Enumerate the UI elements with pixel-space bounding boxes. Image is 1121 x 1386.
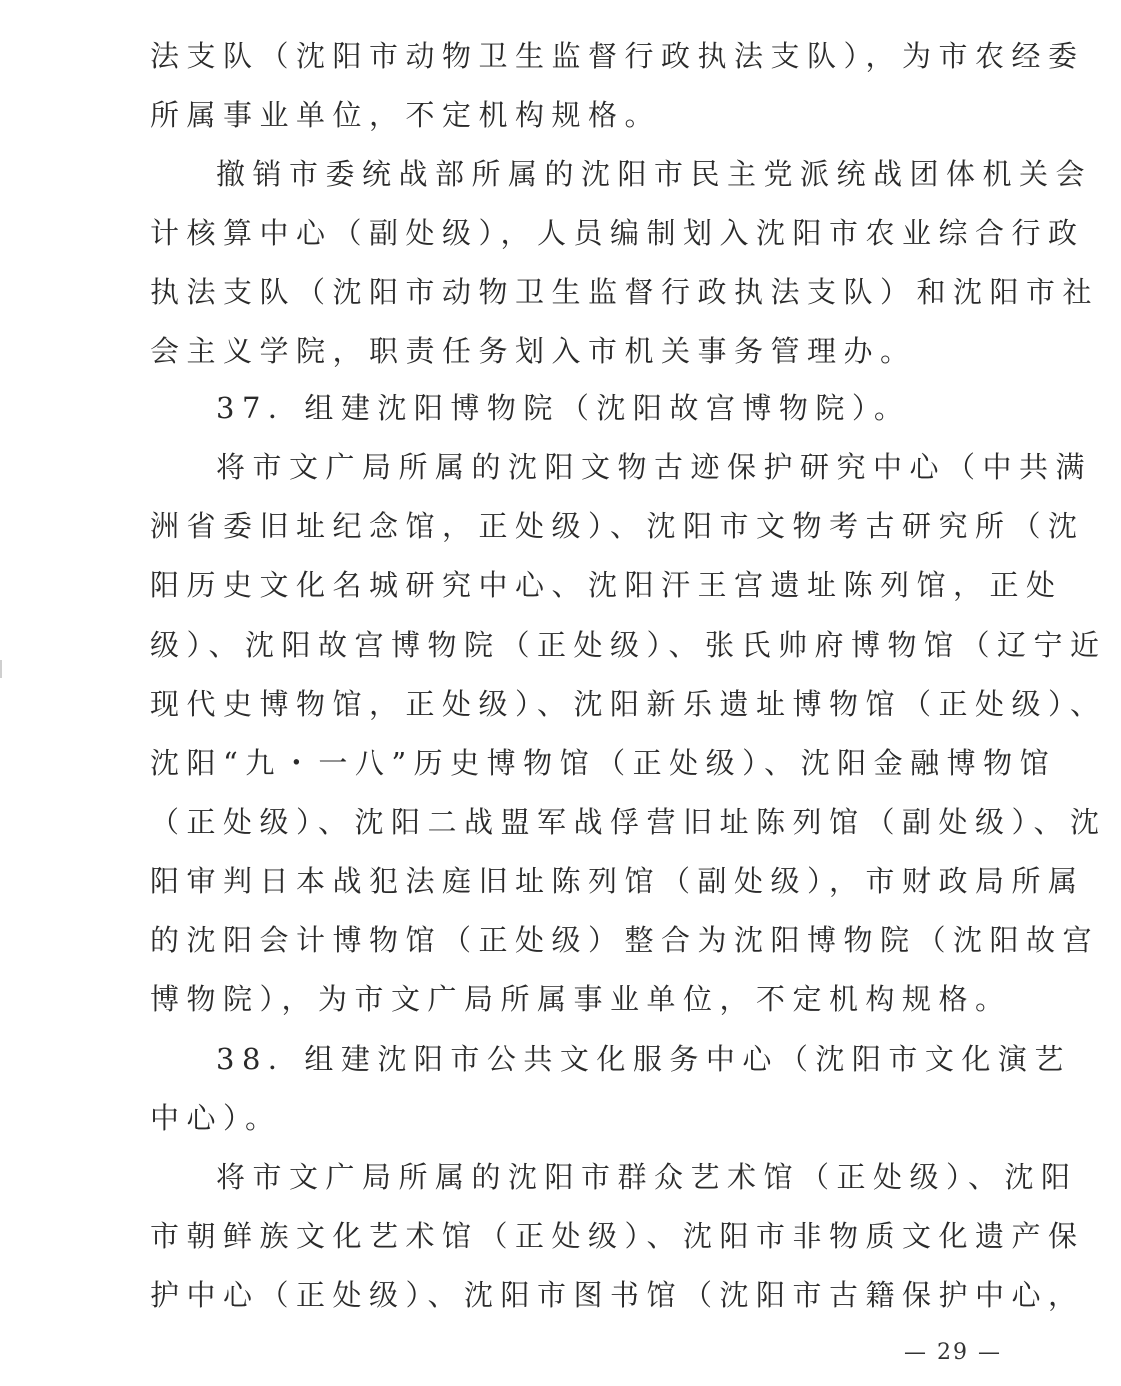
text-line: 现代史博物馆，正处级）、沈阳新乐遗址博物馆（正处级）、 [150, 687, 1107, 721]
section-heading-37: 37．组建沈阳博物院（沈阳故宫博物院）。 [216, 391, 911, 425]
text-line: （正处级）、沈阳二战盟军战俘营旧址陈列馆（副处级）、沈 [150, 805, 1107, 839]
scan-edge-mark [0, 660, 2, 678]
text-line: 法支队（沈阳市动物卫生监督行政执法支队），为市农经委 [150, 39, 1085, 73]
text-line: 的沈阳会计博物馆（正处级）整合为沈阳博物院（沈阳故宫 [150, 923, 1100, 957]
section-heading-38: 38．组建沈阳市公共文化服务中心（沈阳市文化演艺 [216, 1042, 1071, 1076]
text-line: 市朝鲜族文化艺术馆（正处级）、沈阳市非物质文化遗产保 [150, 1219, 1085, 1253]
text-line: 博物院），为市文广局所属事业单位，不定机构规格。 [150, 982, 1012, 1016]
text-line: 将市文广局所属的沈阳市群众艺术馆（正处级）、沈阳 [216, 1160, 1078, 1194]
text-line: 计核算中心（副处级），人员编制划入沈阳市农业综合行政 [150, 216, 1085, 250]
text-line: 会主义学院，职责任务划入市机关事务管理办。 [150, 334, 917, 368]
text-line: 沈阳“九・一八”历史博物馆（正处级）、沈阳金融博物馆 [150, 746, 1057, 780]
text-line: 执法支队（沈阳市动物卫生监督行政执法支队）和沈阳市社 [150, 275, 1100, 309]
text-line: 撤销市委统战部所属的沈阳市民主党派统战团体机关会 [216, 157, 1093, 191]
page-number: — 29 — [904, 1340, 1002, 1365]
text-line: 阳历史文化名城研究中心、沈阳汗王宫遗址陈列馆，正处 [150, 568, 1063, 602]
text-line: 阳审判日本战犯法庭旧址陈列馆（副处级），市财政局所属 [150, 864, 1085, 898]
text-line: 所属事业单位，不定机构规格。 [150, 98, 662, 132]
text-line: 中心）。 [150, 1101, 282, 1135]
text-line: 护中心（正处级）、沈阳市图书馆（沈阳市古籍保护中心， [150, 1278, 1085, 1312]
text-line: 将市文广局所属的沈阳文物古迹保护研究中心（中共满 [216, 450, 1093, 484]
text-line: 洲省委旧址纪念馆，正处级）、沈阳市文物考古研究所（沈 [150, 509, 1085, 543]
text-line: 级）、沈阳故宫博物院（正处级）、张氏帅府博物馆（辽宁近 [150, 628, 1107, 662]
